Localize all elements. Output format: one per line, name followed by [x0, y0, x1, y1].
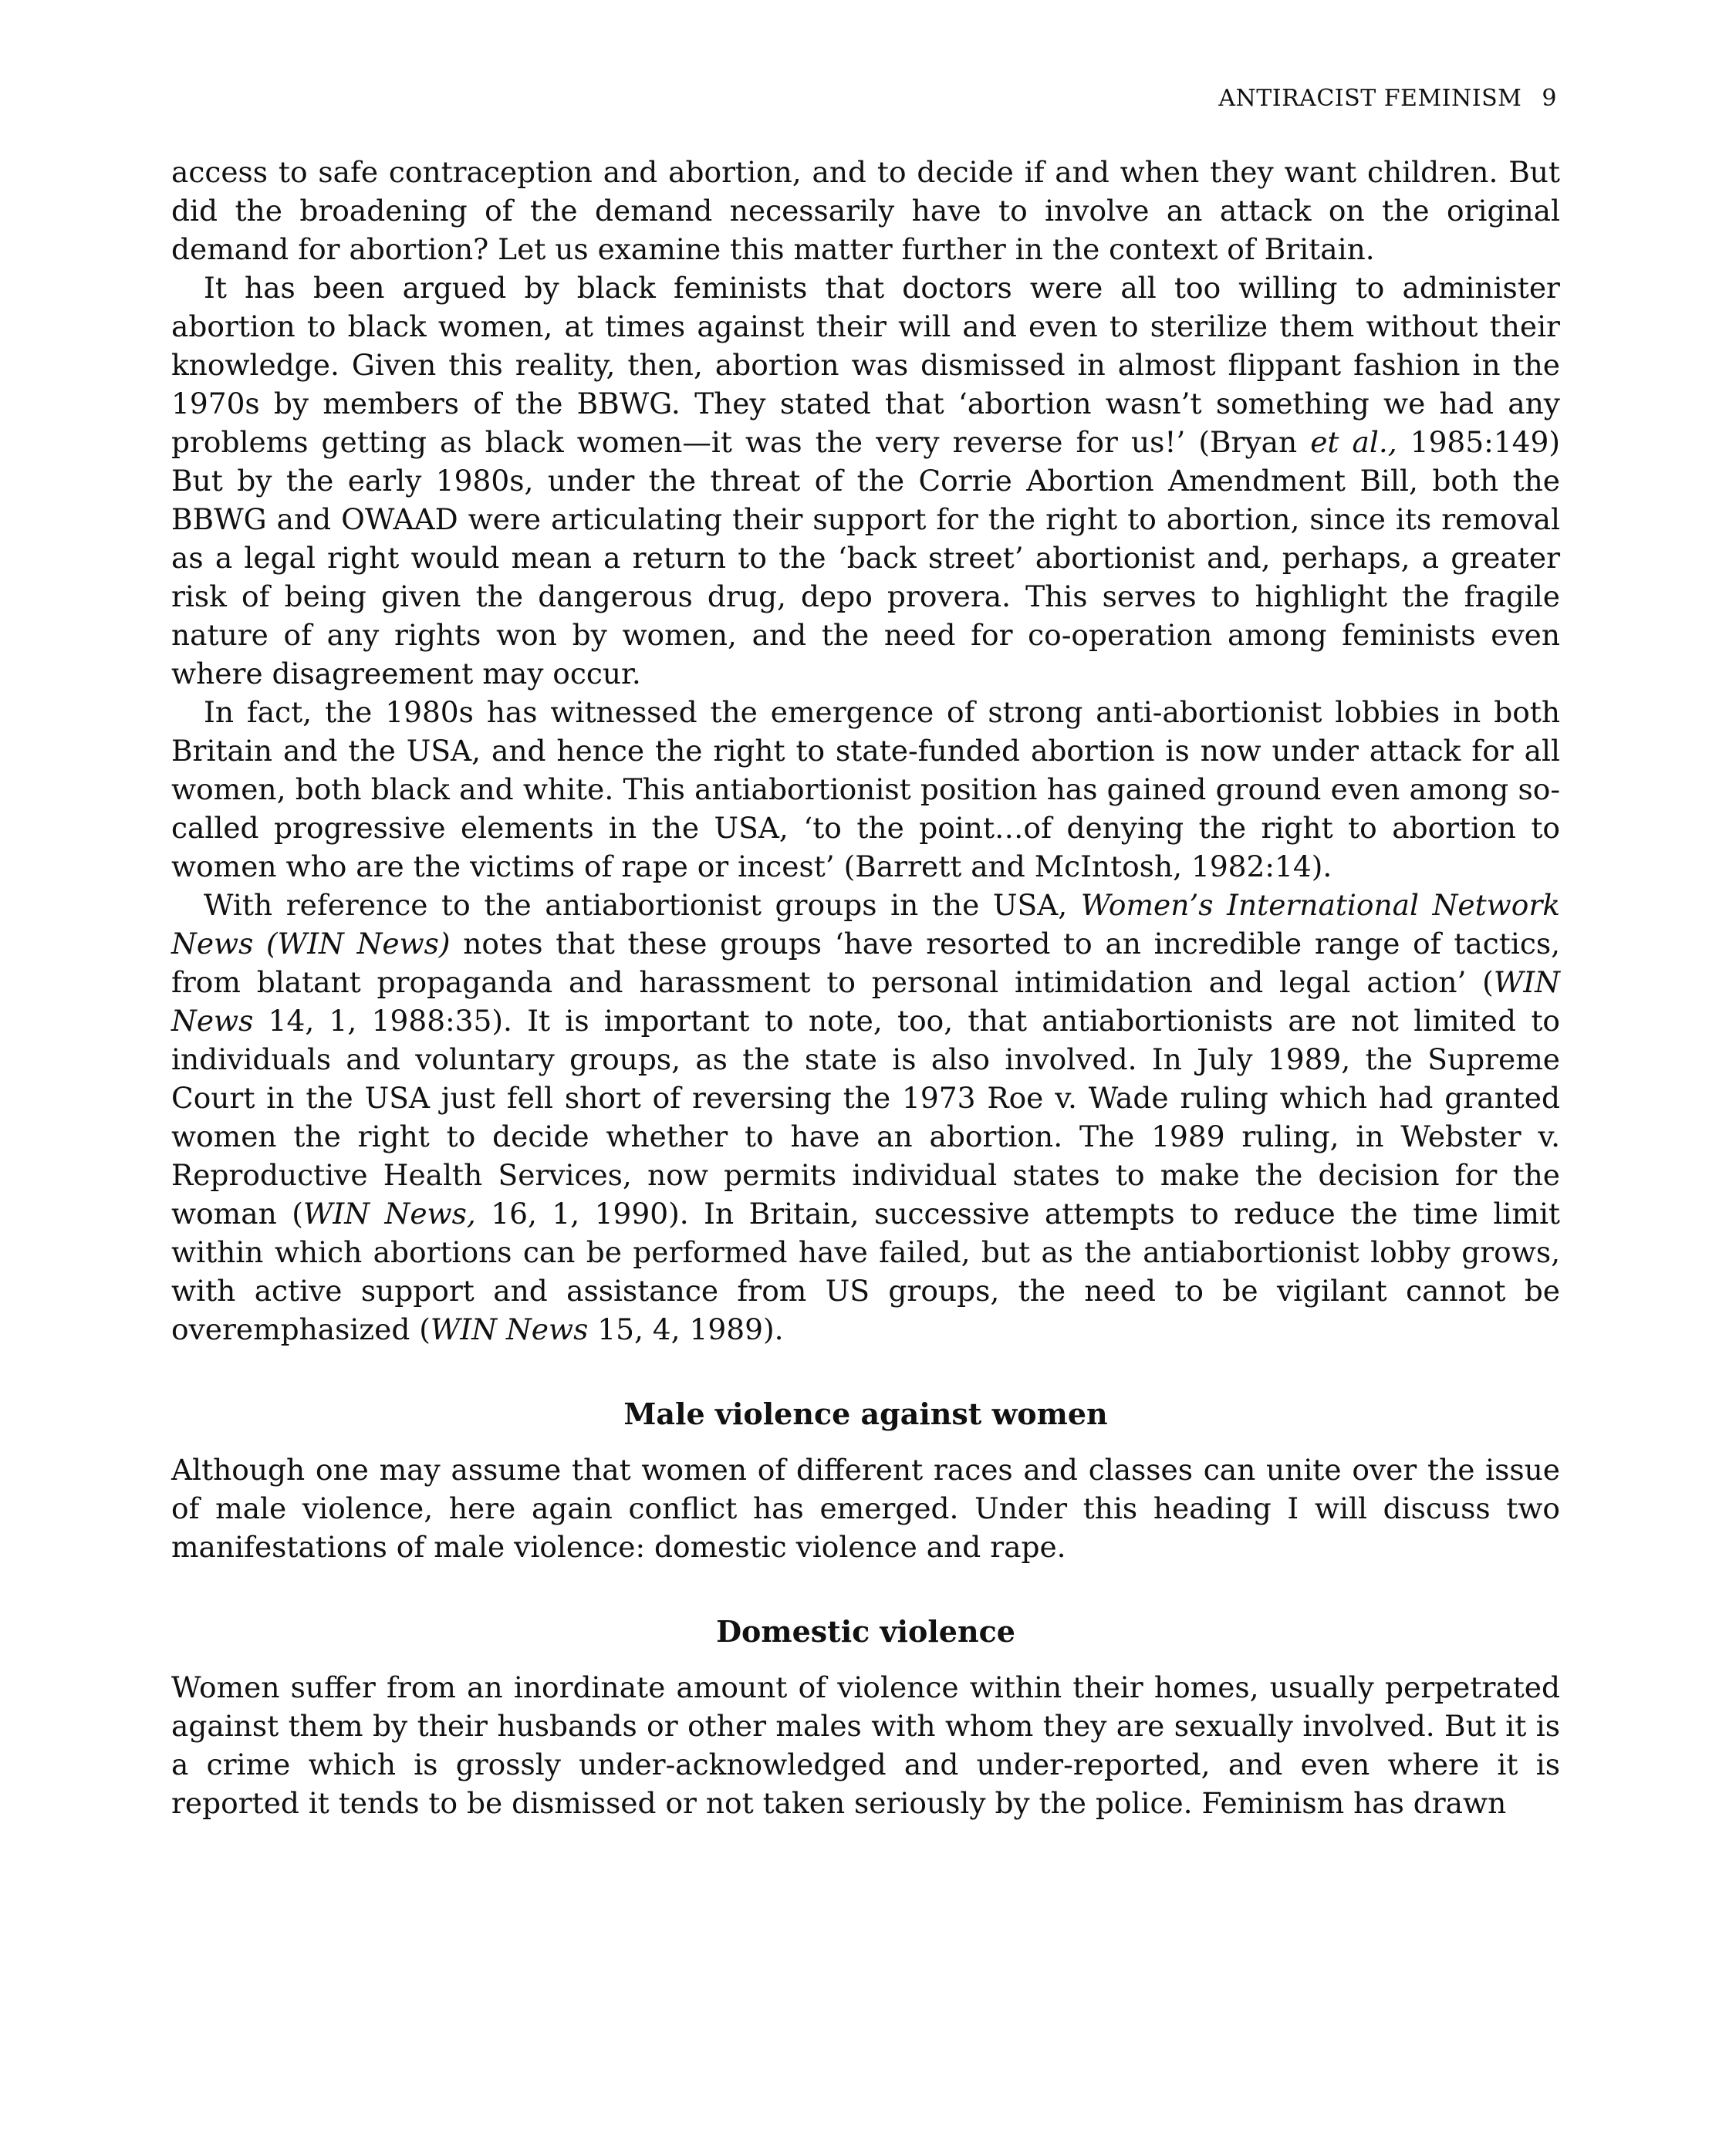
paragraph-4-text-a: With reference to the antiabortionist groups in the USA, [204, 888, 1081, 922]
paragraph-2-text-a: It has been argued by black feminists that doctors were all too willing to administer abortion to black women, at times against their will and even to sterilize them without their knowledge. Given this reality, then, abortion was dismissed in almost flippant fashion in the 1970s by members of the BBWG. They stated that ‘abortion wasn’t something we had any problems getting as black women—it was the very reverse for us!’ (Bryan [171, 271, 1560, 459]
section-heading-male-violence: Male violence against women [623, 1396, 1108, 1431]
citation-win-news-1: WIN News [171, 965, 1560, 1038]
citation-win-news-2: WIN News, [302, 1197, 476, 1231]
paragraph-4-text-c: notes that these groups ‘have resorted to an incredible range of tactics, from blatant propaganda and harassment to personal intimidation and legal action’ ( [171, 927, 1560, 999]
running-head-title: ANTIRACIST FEMINISM [1218, 85, 1522, 112]
paragraph-4-text-e: 14, 1, 1988:35). It is important to note, too, that antiabortionists are not limited to individuals and voluntary groups, as the state is also involved. In July 1989, the Supreme Court in the USA just fell short of reversing the 1973 Roe v. Wade ruling which had granted women the right to decide whether to have an abortion. The 1989 ruling, in Webster v. Reproductive Health Services, now permits individual states to make the decision for the woman ( [171, 1004, 1560, 1231]
paragraph-4 [171, 886, 1560, 1349]
paragraph-4-text-g: 16, 1, 1990). In Britain, successive attempts to reduce the time limit within which abortions can be performed have failed, but as the antiabortionist lobby grows, with active support and assistance from US groups, the need to be vigilant cannot be overemphasized ( [171, 1197, 1561, 1346]
section-heading-domestic-violence: Domestic violence [716, 1614, 1015, 1649]
body-text [171, 153, 1560, 1822]
running-head [1218, 85, 1557, 112]
paragraph-2 [171, 268, 1560, 693]
paragraph-2-text-c: 1985:149) But by the early 1980s, under the threat of the Corrie Abortion Amendment Bill, both the BBWG and OWAAD were articulating their support for the right to abortion, since its removal as a legal right would mean a return to the ‘back street’ abortionist and, perhaps, a greater risk of being given the dangerous drug, depo provera. This serves to highlight the fragile nature of any rights won by women, and the need for co-operation among feminists even where disagreement may occur. [171, 425, 1560, 691]
paragraph-4-text-i: 15, 4, 1989). [588, 1312, 784, 1346]
citation-et-al: et al., [1310, 425, 1397, 459]
paragraph-3: In fact, the 1980s has witnessed the emergence of strong anti-abortionist lobbies in both Britain and the USA, and hence the right to state-funded abortion is now under attack for all women, both black and white. This antiabortionist position has gained ground even among so-called progressive elements in the USA, ‘to the point…of denying the right to abortion to women who are the victims of rape or incest’ (Barrett and McIntosh, 1982:14). [171, 695, 1560, 883]
paragraph-6: Women suffer from an inordinate amount of violence within their homes, usually perpetrated against them by their husbands or other males with whom they are sexually involved. But it is a crime which is grossly under-acknowledged and under-reported, and even where it is reported it tends to be dismissed or not taken seriously by the police. Feminism has drawn [171, 1670, 1560, 1820]
citation-win-news-3: WIN News [430, 1312, 589, 1346]
paragraph-1: access to safe contraception and abortion, and to decide if and when they want children. But did the broadening of the demand necessarily have to involve an attack on the original demand for abortion? Let us examine this matter further in the context of Britain. [171, 155, 1560, 266]
paragraph-5: Although one may assume that women of different races and classes can unite over the issue of male violence, here again conflict has emerged. Under this heading I will discuss two manifestations of male violence: domestic violence and rape. [171, 1453, 1560, 1564]
page-number: 9 [1542, 85, 1557, 112]
publication-title: Women’s International Network News (WIN News) [171, 888, 1560, 961]
